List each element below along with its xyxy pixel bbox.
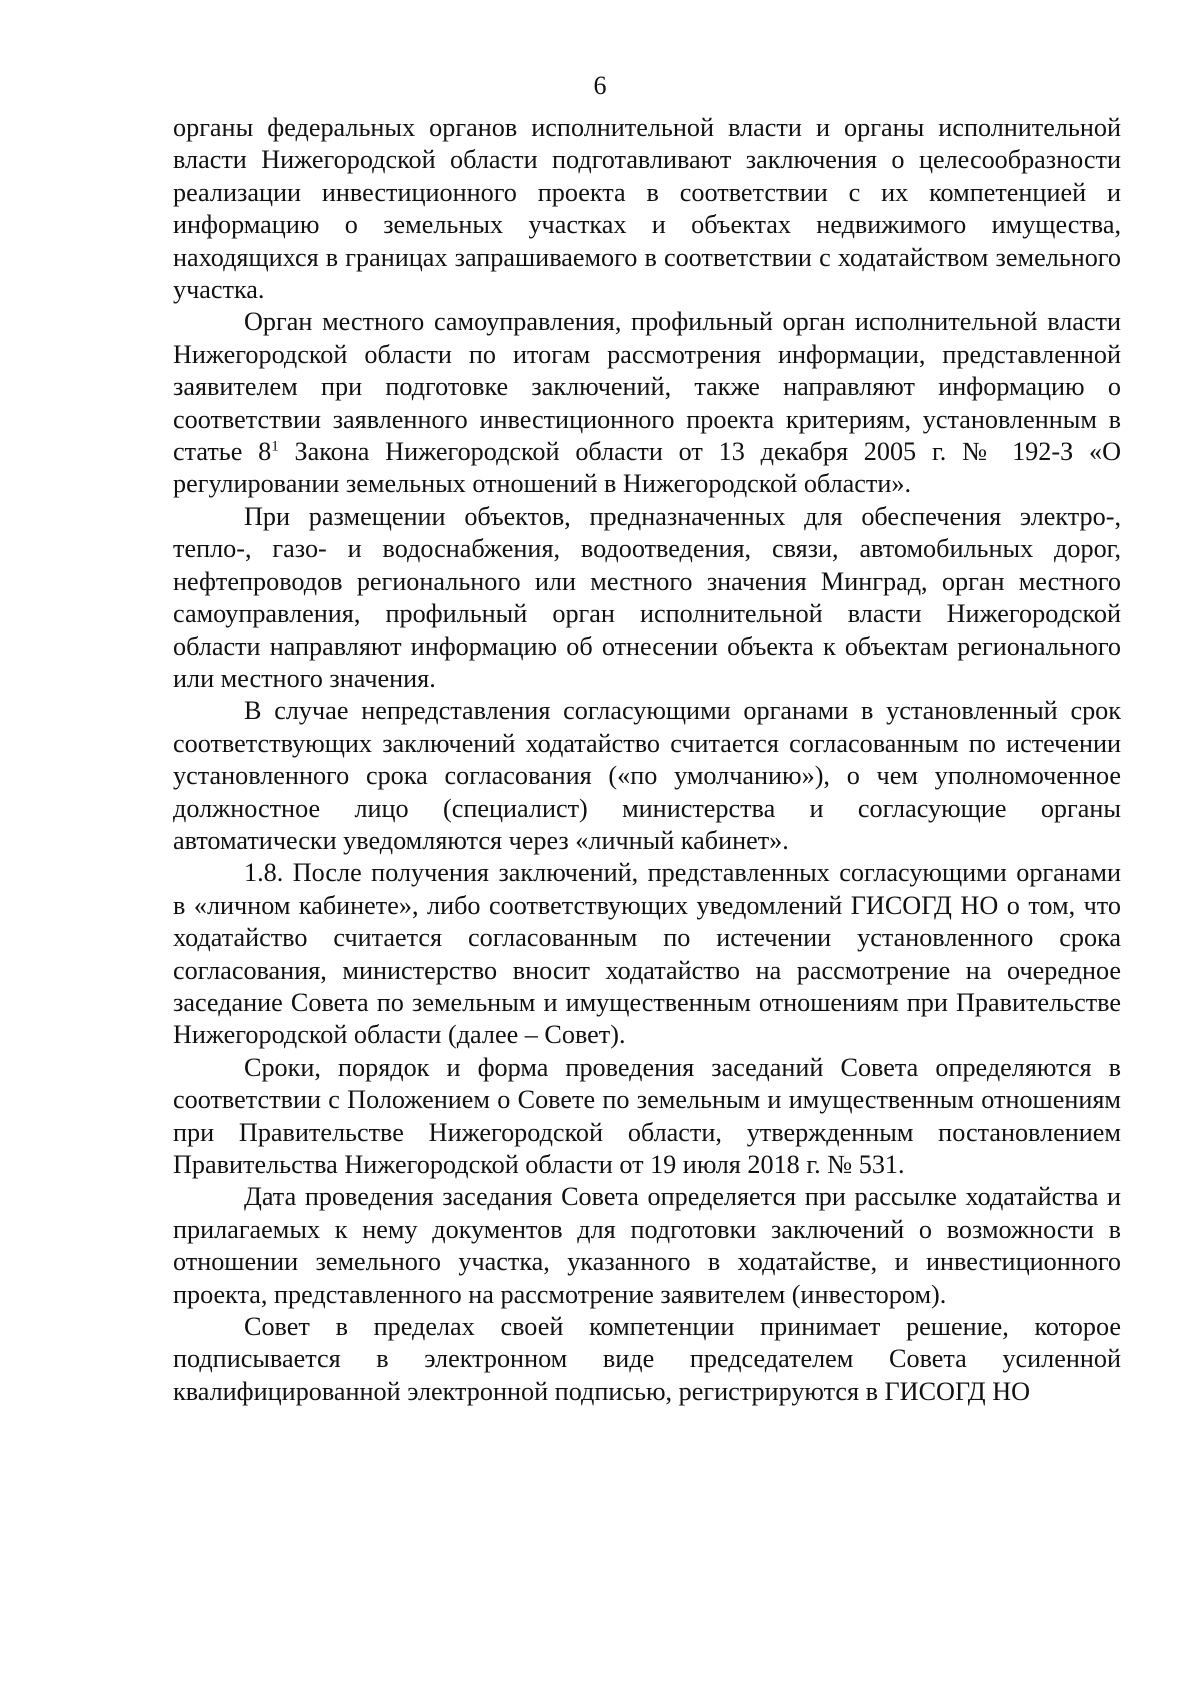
paragraph-text-part: Орган местного самоуправления, профильный орган исполнительной власти Нижегородской области по итогам рассмотрения информации, представленной заявителем при подготовке заключений, также направляют информацию о соответствии заявленного инвестиционного проекта критериям, установленным в статье 8 [173,307,1121,467]
paragraph-object-placement: При размещении объектов, предназначенных для обеспечения электро-, тепло-, газо- и водоснабжения, водоотведения, связи, автомобильных дорог, нефтепроводов регионального или местного значения Минград, орган местного самоуправления, профильный орган исполнительной власти Нижегородской области направляют информацию об отнесении объекта к объектам регионального или местного значения. [173,501,1121,693]
paragraph-meeting-date: Дата проведения заседания Совета определяется при рассылке ходатайства и прилагаемых к нему документов для подготовки заключений о возможности в отношении земельного участка, указанного в ходатайстве, и инвестиционного проекта, представленного на рассмотрение заявителем (инвестором). [173,1182,1121,1309]
paragraph-text-part: Закона Нижегородской области от 13 декабря 2005 г. № 192-З «О регулировании земельных отношений в Нижегородской области». [173,437,1122,499]
paragraph-continuation: органы федеральных органов исполнительной власти и органы исполнительной власти Нижегородской области подготавливают заключения о целесообразности реализации инвестиционного проекта в соответствии с их компетенцией и информацию о земельных участках и объектах недвижимого имущества, находящихся в границах запрашиваемого в соответствии с ходатайством земельного участка. [173,113,1121,305]
paragraph-default-approval: В случае непредставления согласующими органами в установленный срок соответствующих заключений ходатайство считается согласованным по истечении установленного срока согласования («по умолчанию»), о чем уполномоченное должностное лицо (специалист) министерства и согласующие органы автоматически уведомляются через «личный кабинет». [173,696,1121,855]
document-body [173,112,1121,1408]
page-number: 6 [593,71,607,100]
paragraph-council-decision: Совет в пределах своей компетенции принимает решение, которое подписывается в электронном виде председателем Совета усиленной квалифицированной электронной подписью, регистрируются в ГИСОГД НО [173,1312,1121,1406]
paragraph-local-government-info [173,306,1121,500]
superscript: 1 [271,438,279,455]
paragraph-council-meetings: Сроки, порядок и форма проведения заседаний Совета определяются в соответствии с Положением о Совете по земельным и имущественным отношениям при Правительстве Нижегородской области, утвержденным постановлением Правительства Нижегородской области от 19 июля 2018 г. № 531. [173,1052,1121,1179]
paragraph-section-1-8: 1.8. После получения заключений, представленных согласующими органами в «личном кабинете», либо соответствующих уведомлений ГИСОГД НО о том, что ходатайство считается согласованным по истечении установленного срока согласования, министерство вносит ходатайство на рассмотрение на очередное заседание Совета по земельным и имущественным отношениям при Правительстве Нижегородской области (далее – Совет). [173,858,1121,1050]
